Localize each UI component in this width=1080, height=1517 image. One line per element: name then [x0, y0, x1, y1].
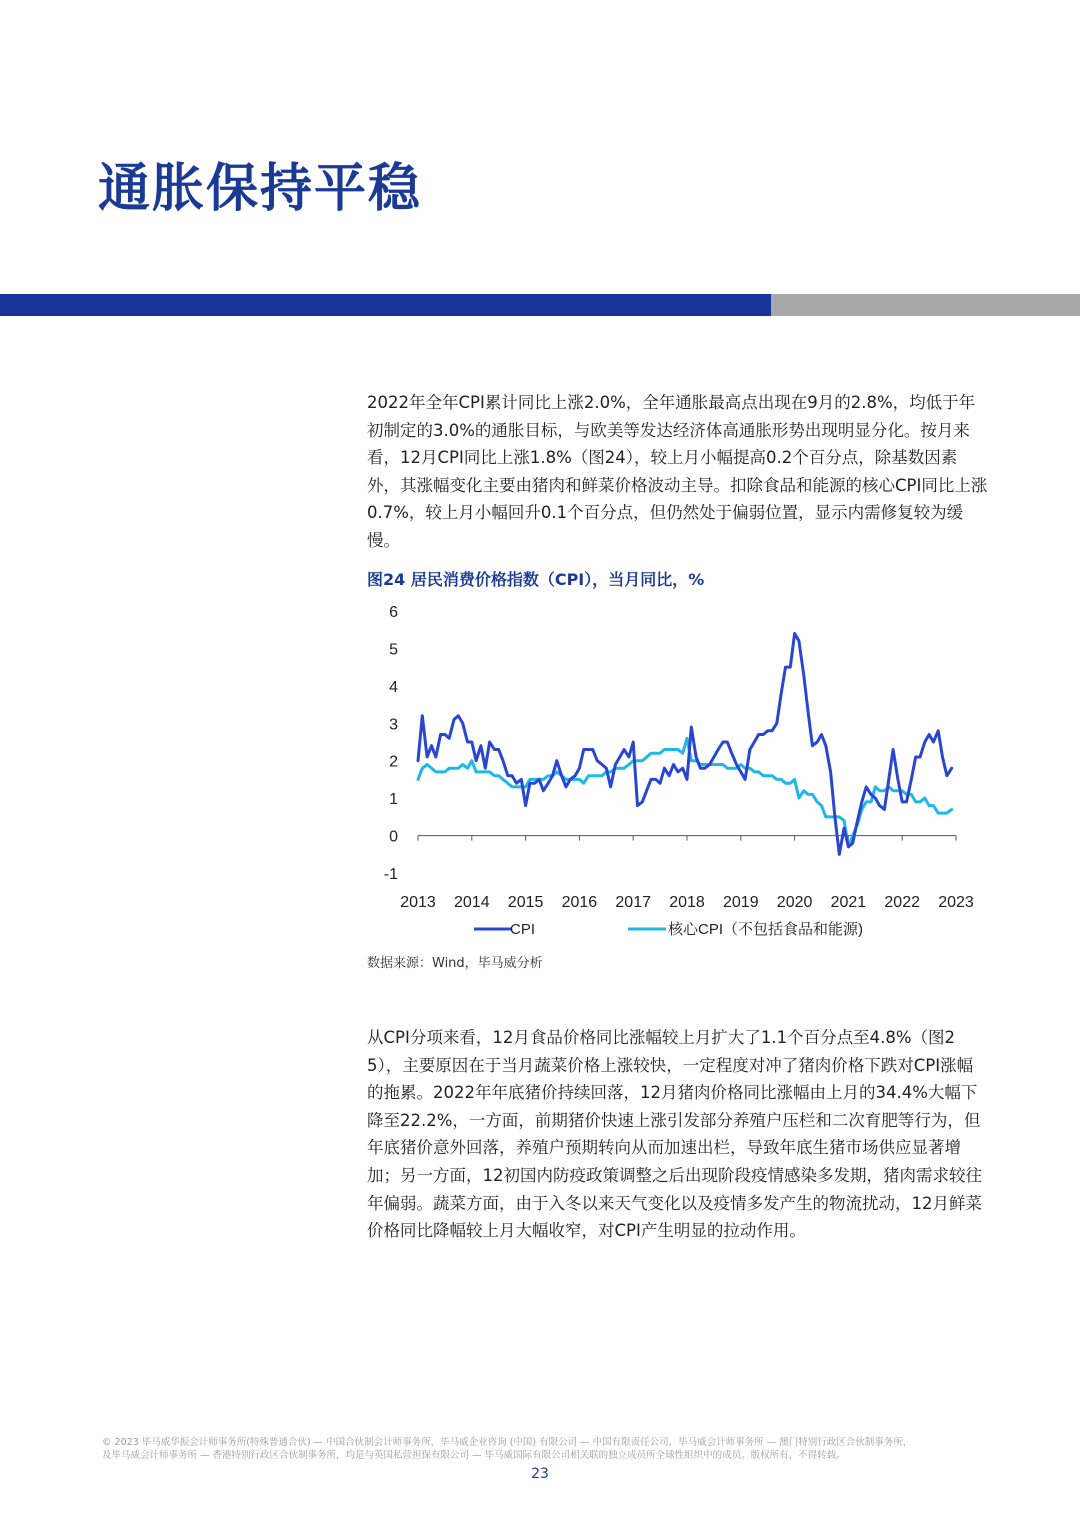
x-tick-label: 2019	[723, 894, 759, 911]
y-tick-label: 6	[389, 604, 398, 621]
figure-title: 图24 居民消费价格指数（CPI），当月同比，%	[367, 570, 705, 589]
core-cpi-series-line	[418, 738, 952, 847]
y-tick-label: 3	[389, 716, 398, 734]
body-paragraph-2: 从CPI分项来看，12月食品价格同比涨幅较上月扩大了1.1个百分点至4.8%（图25），主要原因在于当月蔬菜价格上涨较快，一定程度对冲了猪肉价格下跌对CPI涨幅的拖累。2022年年底猪价持续回落，12月猪肉价格同比涨幅由上月的34.4%大幅下降至22.2%，一方面，前期猪价快速上涨引发部分养殖户压栏和二次育肥等行为，但年底猪价意外回落，养殖户预期转向从而加速出栏，导致年底生猪市场供应显著增加；另一方面，12初国内防疫政策调整之后出现阶段疫情感染多发期，猪肉需求较往年偏弱。蔬菜方面，由于入冬以来天气变化以及疫情多发产生的物流扰动，12月鲜菜价格同比降幅较上月大幅收窄，对CPI产生明显的拉动作用。	[367, 1028, 982, 1241]
chart-legend	[474, 920, 863, 938]
x-tick-label: 2020	[776, 894, 813, 911]
x-tick-label: 2023	[938, 894, 974, 911]
figure-source: 数据来源：Wind，毕马威分析	[367, 956, 543, 971]
copyright-footer	[102, 1436, 984, 1462]
page-title: 通胀保持平稳	[98, 159, 423, 219]
series-lines	[418, 634, 952, 855]
copyright-line-1: © 2023 毕马威华振会计师事务所(特殊普通合伙) — 中国合伙制会计师事务所，毕马威企业咨询 (中国) 有限公司 — 中国有限责任公司，毕马威会计师事务所 — 澳门特别行政区合伙制事务所，	[102, 1437, 913, 1448]
x-tick-label: 2016	[561, 894, 598, 911]
x-tick-label: 2018	[669, 894, 705, 911]
x-tick-label: 2017	[615, 894, 651, 911]
x-tick-label: 2013	[400, 894, 436, 911]
x-tick-label: 2021	[830, 894, 867, 911]
y-tick-label: 0	[389, 828, 398, 846]
header-rule-gray	[771, 294, 1080, 316]
header-rule-blue	[0, 294, 771, 316]
y-tick-label: 2	[389, 753, 398, 771]
y-tick-label: 4	[389, 678, 398, 696]
legend-label: CPI	[510, 921, 536, 938]
page-number: 23	[531, 1466, 549, 1482]
cpi-line-chart	[360, 595, 980, 945]
x-tick-label: 2014	[454, 894, 490, 911]
x-axis-tick-labels	[400, 894, 974, 911]
body-paragraph-1: 2022年全年CPI累计同比上涨2.0%，全年通胀最高点出现在9月的2.8%，均低于年初制定的3.0%的通胀目标，与欧美等发达经济体高通胀形势出现明显分化。按月来看，12月CPI同比上涨1.8%（图24），较上月小幅提高0.2个百分点，除基数因素外，其涨幅变化主要由猪肉和鲜菜价格波动主导。扣除食品和能源的核心CPI同比上涨0.7%，较上月小幅回升0.1个百分点，但仍然处于偏弱位置，显示内需修复较为缓慢。	[367, 393, 988, 550]
x-axis-tick-marks	[418, 836, 956, 841]
y-tick-label: 1	[389, 791, 398, 809]
x-tick-label: 2022	[884, 894, 920, 911]
y-tick-label: -1	[383, 866, 398, 883]
y-tick-label: 5	[389, 641, 398, 659]
x-tick-label: 2015	[507, 894, 544, 911]
copyright-line-2: 及毕马威会计师事务所 — 香港特别行政区合伙制事务所，均是与英国私营担保有限公司 — 毕马威国际有限公司相关联的独立成员所全球性组织中的成员。版权所有，不得转载。	[102, 1450, 846, 1461]
y-axis-ticks	[384, 604, 398, 883]
legend-label: 核心CPI（不包括食品和能源)	[668, 921, 864, 938]
